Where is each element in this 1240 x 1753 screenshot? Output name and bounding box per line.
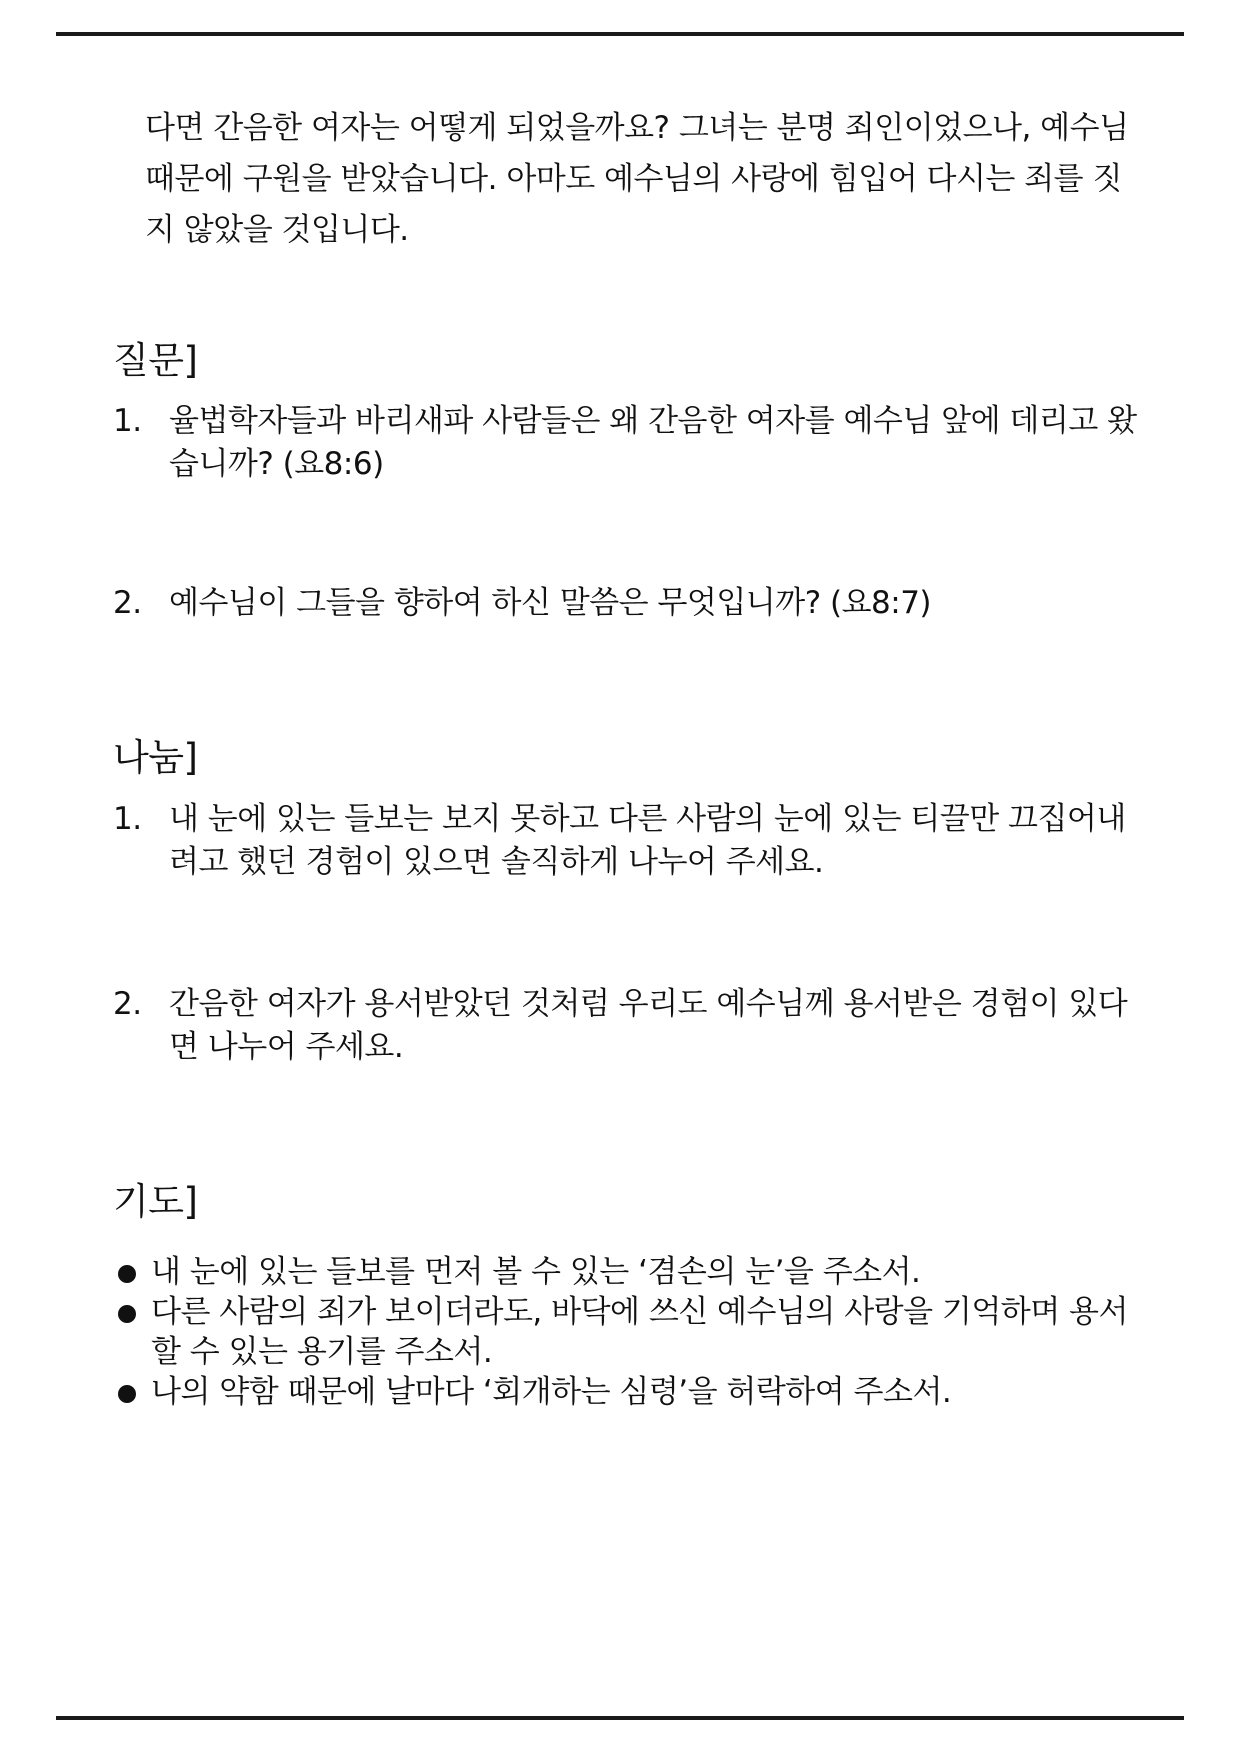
bullet-icon [118, 1265, 136, 1283]
sharing-number: 1. [113, 801, 142, 837]
prayer-heading: 기도] [113, 1180, 198, 1223]
bullet-icon [118, 1305, 136, 1323]
sharing-item-2 [113, 983, 1143, 1069]
prayer-list [113, 1252, 1143, 1412]
question-item-1 [113, 400, 1143, 486]
sharing-number: 2. [113, 986, 142, 1022]
prayer-item [113, 1372, 1143, 1412]
sharing-text: 내 눈에 있는 들보는 보지 못하고 다른 사람의 눈에 있는 티끌만 끄집어내려고 했던 경험이 있으면 솔직하게 나누어 주세요. [169, 801, 1126, 880]
bottom-divider [56, 1716, 1184, 1720]
prayer-item [113, 1252, 1143, 1292]
prayer-text: 나의 약함 때문에 날마다 ‘회개하는 심령’을 허락하여 주소서. [151, 1374, 952, 1410]
prayer-text: 다른 사람의 죄가 보이더라도, 바닥에 쓰신 예수님의 사랑을 기억하며 용서할 수 있는 용기를 주소서. [151, 1294, 1128, 1370]
sharing-heading: 나눔] [113, 736, 198, 779]
question-number: 1. [113, 403, 142, 439]
top-divider [56, 32, 1184, 36]
questions-heading: 질문] [113, 339, 198, 382]
prayer-item [113, 1292, 1143, 1372]
bullet-icon [118, 1385, 136, 1403]
prayer-text: 내 눈에 있는 들보를 먼저 볼 수 있는 ‘겸손의 눈’을 주소서. [151, 1254, 921, 1290]
sharing-item-1 [113, 798, 1143, 884]
question-number: 2. [113, 585, 142, 621]
sharing-text: 간음한 여자가 용서받았던 것처럼 우리도 예수님께 용서받은 경험이 있다면 나누어 주세요. [169, 986, 1128, 1065]
question-text: 예수님이 그들을 향하여 하신 말씀은 무엇입니까? (요8:7) [169, 585, 932, 621]
question-item-2 [113, 582, 1143, 625]
intro-paragraph: 다면 간음한 여자는 어떻게 되었을까요? 그녀는 분명 죄인이었으나, 예수님 때문에 구원을 받았습니다. 아마도 예수님의 사랑에 힘입어 다시는 죄를 짓지 않았을 것입니다. [145, 110, 1129, 248]
question-text: 율법학자들과 바리새파 사람들은 왜 간음한 여자를 예수님 앞에 데리고 왔습니까? (요8:6) [169, 403, 1137, 482]
